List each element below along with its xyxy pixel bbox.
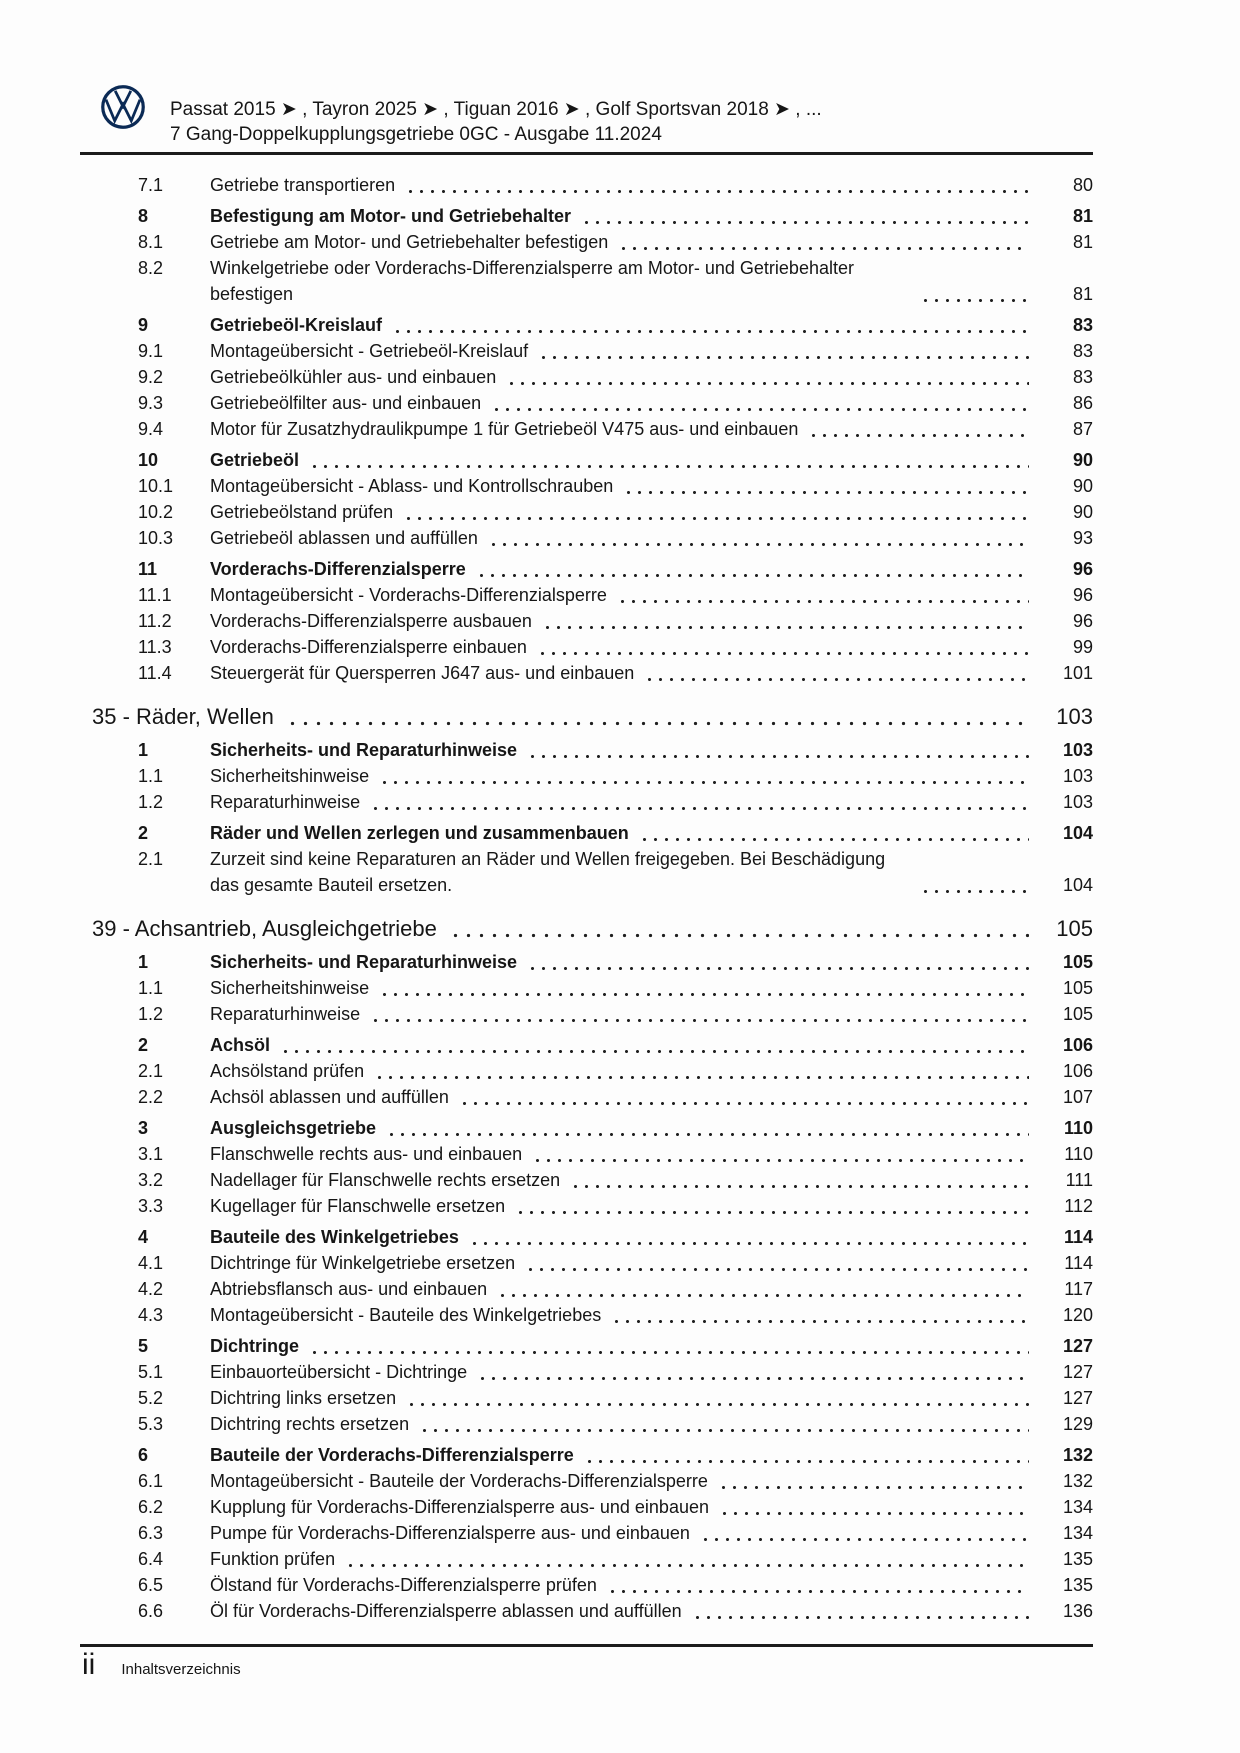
toc-entry-page-number: 80	[1072, 175, 1093, 195]
toc-entry-number: 9.4	[138, 419, 164, 439]
dot-leader	[309, 1333, 1029, 1359]
dot-leader	[719, 1494, 1029, 1520]
toc-entry-row	[80, 737, 1093, 763]
dot-leader	[392, 312, 1029, 338]
dot-leader	[379, 975, 1029, 1001]
toc-entry-row	[80, 255, 1093, 307]
toc-entry-page-number: 127	[1062, 1362, 1093, 1382]
toc-entry-title: Montageübersicht - Getriebeöl-Kreislauf	[210, 341, 529, 361]
toc-entry-row	[80, 634, 1093, 660]
dot-leader	[405, 172, 1029, 198]
toc-entry-title: Getriebeöl ablassen und auffüllen	[210, 528, 478, 548]
toc-entry-number: 2.1	[138, 849, 164, 869]
toc-entry-number: 9	[138, 315, 149, 335]
toc-entry-page-number: 103	[1062, 740, 1093, 760]
dot-leader	[623, 473, 1029, 499]
toc-entry-row	[80, 1572, 1093, 1598]
toc-entry-number: 1.2	[138, 792, 164, 812]
toc-entry-number: 10.3	[138, 528, 174, 548]
dot-leader	[639, 820, 1029, 846]
header-divider	[80, 152, 1093, 155]
toc-entry-row	[80, 820, 1093, 846]
toc-entry-page-number: 132	[1062, 1471, 1093, 1491]
dot-leader	[419, 1411, 1029, 1437]
toc-entry-title: Getriebeöl-Kreislauf	[210, 315, 383, 335]
toc-entry-row	[80, 608, 1093, 634]
dot-leader	[497, 1276, 1029, 1302]
toc-entry-number: 6	[138, 1445, 149, 1465]
toc-entry-title: Reparaturhinweise	[210, 792, 361, 812]
toc-entry-number: 5.1	[138, 1362, 164, 1382]
toc-entry-title: Montageübersicht - Bauteile des Winkelgetriebes	[210, 1305, 602, 1325]
dot-leader	[700, 1520, 1029, 1546]
dot-leader	[920, 281, 1029, 307]
toc-entry-title: Reparaturhinweise	[210, 1004, 361, 1024]
toc-entry-row	[80, 1058, 1093, 1084]
toc-entry-page-number: 127	[1062, 1388, 1093, 1408]
toc-entry-row	[80, 1167, 1093, 1193]
toc-entry-page-number: 132	[1062, 1445, 1093, 1465]
toc-entry-number: 6.3	[138, 1523, 164, 1543]
toc-entry-title: Dichtring links ersetzen	[210, 1388, 397, 1408]
toc-entry-row	[80, 1442, 1093, 1468]
toc-entry-number: 9.2	[138, 367, 164, 387]
toc-entry-title: Motor für Zusatzhydraulikpumpe 1 für Getriebeöl V475 aus- und einbauen	[210, 419, 799, 439]
toc-entry-title: Bauteile der Vorderachs-Differenzialsperre	[210, 1445, 574, 1465]
toc-entry-row	[80, 1385, 1093, 1411]
toc-entry-page-number: 106	[1062, 1061, 1093, 1081]
toc-entry-row	[80, 312, 1093, 338]
toc-entry-number: 10.1	[138, 476, 174, 496]
toc-entry-number: 11.4	[138, 663, 172, 683]
toc-entry-number: 7.1	[138, 175, 164, 195]
dot-leader	[692, 1598, 1029, 1624]
toc-entry-page-number: 110	[1064, 1144, 1093, 1164]
toc-entry-title: Getriebeölkühler aus- und einbauen	[210, 367, 497, 387]
toc-entry-page-number: 90	[1072, 476, 1093, 496]
dot-leader	[718, 1468, 1029, 1494]
toc-entry-page-number: 83	[1072, 315, 1093, 335]
dot-leader	[280, 1032, 1029, 1058]
toc-chapter-row	[80, 702, 1093, 732]
toc-entry-title: Befestigung am Motor- und Getriebehalter	[210, 206, 572, 226]
toc-entry-page-number: 101	[1062, 663, 1093, 683]
toc-entry-number: 2	[138, 1035, 149, 1055]
toc-entry-number: 2.2	[138, 1087, 164, 1107]
dot-leader	[532, 1141, 1029, 1167]
toc-entry-page-number: 86	[1072, 393, 1093, 413]
toc-entry-title: Ölstand für Vorderachs-Differenzialsperre prüfen	[210, 1575, 597, 1595]
toc-entry-title: Getriebeölstand prüfen	[210, 502, 394, 522]
toc-entry-title: Einbauorteübersicht - Dichtringe	[210, 1362, 468, 1382]
toc-entry-row	[80, 1598, 1093, 1624]
toc-entry-title: Getriebeölfilter aus- und einbauen	[210, 393, 482, 413]
toc-entry-title: Bauteile des Winkelgetriebes	[210, 1227, 459, 1247]
toc-entry-title: Getriebeöl	[210, 450, 300, 470]
header-subtitle-line: 7 Gang-Doppelkupplungsgetriebe 0GC - Ausgabe 11.2024	[170, 124, 662, 145]
toc-entry-number: 2.1	[138, 1061, 164, 1081]
toc-entry-page-number: 81	[1072, 206, 1093, 226]
toc-entry-page-number: 127	[1062, 1336, 1093, 1356]
footer-divider	[80, 1644, 1093, 1647]
toc-entry-title: Ausgleichsgetriebe	[210, 1118, 377, 1138]
toc-entry-number: 8.1	[138, 232, 164, 252]
toc-entry-title: Kupplung für Vorderachs-Differenzialsperre aus- und einbauen	[210, 1497, 709, 1517]
toc-entry-number: 4	[138, 1227, 149, 1247]
toc-entry-number: 1.1	[138, 978, 164, 998]
dot-leader	[538, 338, 1029, 364]
dot-leader	[584, 1442, 1029, 1468]
toc-entry-page-number: 81	[1072, 232, 1093, 252]
toc-entry-title: Montageübersicht - Bauteile der Vorderachs-Differenzialsperre	[210, 1471, 708, 1491]
toc-entry-row	[80, 1494, 1093, 1520]
toc-entry-row	[80, 556, 1093, 582]
toc-entry-row	[80, 949, 1093, 975]
toc-entry-row	[80, 1115, 1093, 1141]
toc-entry-page-number: 114	[1063, 1227, 1093, 1247]
toc-entry-row	[80, 1333, 1093, 1359]
toc-entry-page-number: 111	[1065, 1170, 1093, 1190]
toc-entry-number: 2	[138, 823, 149, 843]
toc-entry-page-number: 99	[1072, 637, 1093, 657]
toc-entry-title: Vorderachs-Differenzialsperre	[210, 559, 466, 579]
dot-leader	[370, 789, 1029, 815]
toc-entry-title: Montageübersicht - Vorderachs-Differenzialsperre	[210, 585, 607, 605]
dot-leader	[607, 1572, 1029, 1598]
toc-entry-page-number: 90	[1072, 450, 1093, 470]
toc-entry-title: Dichtringe	[210, 1336, 300, 1356]
toc-entry-row	[80, 1193, 1093, 1219]
toc-entry-number: 1.1	[138, 766, 164, 786]
toc-entry-number: 8.2	[138, 258, 164, 278]
toc-entry-row	[80, 390, 1093, 416]
dot-leader	[386, 1115, 1029, 1141]
dot-leader	[477, 1359, 1029, 1385]
toc-entry-number: 3.2	[138, 1170, 164, 1190]
toc-entry-row	[80, 1084, 1093, 1110]
toc-entry-title: Achsöl ablassen und auffüllen	[210, 1087, 449, 1107]
toc-entry-title: Montageübersicht - Ablass- und Kontrollschrauben	[210, 476, 614, 496]
dot-leader	[491, 390, 1029, 416]
dot-leader	[527, 737, 1029, 763]
dot-leader	[370, 1001, 1029, 1027]
toc-entry-title: Zurzeit sind keine Reparaturen an Räder und Wellen freigegeben. Bei Beschädigung das gesamte Bauteil ersetzen.	[210, 849, 886, 895]
toc-entry-page-number: 135	[1062, 1575, 1093, 1595]
toc-entry-title: Pumpe für Vorderachs-Differenzialsperre aus- und einbauen	[210, 1523, 690, 1543]
toc-entry-title: Dichtring rechts ersetzen	[210, 1414, 410, 1434]
toc-entry-number: 5.2	[138, 1388, 164, 1408]
toc-entry-title: Kugellager für Flanschwelle ersetzen	[210, 1196, 506, 1216]
footer-page-number: ii	[82, 1648, 96, 1681]
toc-entry-number: 6.6	[138, 1601, 164, 1621]
toc-entry-number: 3	[138, 1118, 149, 1138]
dot-leader	[618, 229, 1029, 255]
dot-leader	[449, 914, 1029, 944]
toc-chapter-page-number: 105	[1056, 916, 1093, 941]
toc-entry-page-number: 93	[1072, 528, 1093, 548]
toc-entry-number: 3.1	[138, 1144, 164, 1164]
dot-leader	[581, 203, 1029, 229]
toc-entry-number: 3.3	[138, 1196, 164, 1216]
dot-leader	[379, 763, 1029, 789]
toc-entry-page-number: 136	[1062, 1601, 1093, 1621]
toc-entry-page-number: 110	[1063, 1118, 1093, 1138]
toc-entry-row	[80, 447, 1093, 473]
dot-leader	[286, 702, 1029, 732]
toc-entry-page-number: 90	[1072, 502, 1093, 522]
toc-entry-number: 5.3	[138, 1414, 164, 1434]
toc-entry-page-number: 83	[1072, 341, 1093, 361]
toc	[80, 172, 1093, 1624]
toc-entry-title: Getriebe transportieren	[210, 175, 396, 195]
header-models-line: Passat 2015 ➤ , Tayron 2025 ➤ , Tiguan 2016 ➤ , Golf Sportsvan 2018 ➤ , ...	[170, 99, 822, 120]
toc-entry-row	[80, 338, 1093, 364]
toc-entry-number: 6.4	[138, 1549, 164, 1569]
toc-entry-title: Winkelgetriebe oder Vorderachs-Differenzialsperre am Motor- und Getriebehalter befestigen	[210, 258, 854, 304]
toc-chapter-title: 35 - Räder, Wellen	[92, 704, 274, 729]
toc-entry-number: 1	[138, 740, 149, 760]
toc-entry-page-number: 83	[1072, 367, 1093, 387]
toc-chapter-page-number: 103	[1056, 704, 1093, 729]
dot-leader	[542, 608, 1029, 634]
toc-entry-number: 5	[138, 1336, 149, 1356]
toc-entry-row	[80, 1250, 1093, 1276]
toc-entry-title: Vorderachs-Differenzialsperre ausbauen	[210, 611, 532, 631]
footer	[82, 1650, 241, 1680]
dot-leader	[570, 1167, 1029, 1193]
toc-entry-row	[80, 1302, 1093, 1328]
toc-entry-page-number: 114	[1064, 1253, 1093, 1273]
toc-entry-number: 8	[138, 206, 149, 226]
toc-entry-number: 9.3	[138, 393, 164, 413]
toc-entry-row	[80, 1141, 1093, 1167]
dot-leader	[506, 364, 1029, 390]
toc-entry-row	[80, 203, 1093, 229]
toc-entry-page-number: 112	[1064, 1196, 1093, 1216]
toc-entry-page-number: 105	[1062, 952, 1093, 972]
dot-leader	[808, 416, 1029, 442]
toc-entry-row	[80, 582, 1093, 608]
toc-entry-number: 1	[138, 952, 149, 972]
toc-entry-page-number: 107	[1062, 1087, 1093, 1107]
toc-entry-number: 11.3	[138, 637, 172, 657]
toc-entry-number: 6.2	[138, 1497, 164, 1517]
dot-leader	[476, 556, 1029, 582]
toc-entry-title: Sicherheits- und Reparaturhinweise	[210, 952, 518, 972]
dot-leader	[488, 525, 1029, 551]
toc-entry-row	[80, 172, 1093, 198]
dot-leader	[515, 1193, 1029, 1219]
toc-entry-page-number: 87	[1072, 419, 1093, 439]
toc-entry-title: Achsöl	[210, 1035, 271, 1055]
dot-leader	[345, 1546, 1029, 1572]
toc-entry-row	[80, 416, 1093, 442]
toc-entry-page-number: 103	[1062, 792, 1093, 812]
toc-entry-title: Räder und Wellen zerlegen und zusammenbauen	[210, 823, 629, 843]
toc-chapter-row	[80, 914, 1093, 944]
toc-entry-row	[80, 1411, 1093, 1437]
toc-entry-row	[80, 525, 1093, 551]
dot-leader	[611, 1302, 1029, 1328]
toc-entry-number: 10	[138, 450, 159, 470]
toc-entry-row	[80, 364, 1093, 390]
toc-entry-number: 6.5	[138, 1575, 164, 1595]
toc-entry-row	[80, 763, 1093, 789]
toc-entry-number: 4.2	[138, 1279, 164, 1299]
toc-entry-page-number: 104	[1062, 823, 1093, 843]
toc-entry-title: Öl für Vorderachs-Differenzialsperre ablassen und auffüllen	[210, 1601, 682, 1621]
toc-entry-page-number: 96	[1072, 559, 1093, 579]
toc-entry-title: Sicherheitshinweise	[210, 766, 370, 786]
dot-leader	[920, 872, 1029, 898]
dot-leader	[527, 949, 1029, 975]
toc-entry-page-number: 106	[1062, 1035, 1093, 1055]
toc-entry-number: 1.2	[138, 1004, 164, 1024]
toc-entry-number: 6.1	[138, 1471, 164, 1491]
dot-leader	[374, 1058, 1029, 1084]
dot-leader	[525, 1250, 1029, 1276]
toc-entry-page-number: 96	[1072, 585, 1093, 605]
toc-entry-number: 11	[138, 559, 158, 579]
toc-entry-page-number: 103	[1062, 766, 1093, 786]
toc-entry-page-number: 129	[1062, 1414, 1093, 1434]
toc-entry-number: 11.1	[138, 585, 172, 605]
toc-entry-row	[80, 1276, 1093, 1302]
toc-entry-number: 4.1	[138, 1253, 164, 1273]
header	[170, 97, 822, 147]
toc-entry-page-number: 105	[1062, 1004, 1093, 1024]
toc-entry-row	[80, 1520, 1093, 1546]
toc-entry-title: Sicherheitshinweise	[210, 978, 370, 998]
toc-entry-title: Funktion prüfen	[210, 1549, 336, 1569]
toc-chapter-title: 39 - Achsantrieb, Ausgleichgetriebe	[92, 916, 437, 941]
toc-entry-page-number: 81	[1072, 284, 1093, 304]
dot-leader	[459, 1084, 1029, 1110]
toc-entry-title: Dichtringe für Winkelgetriebe ersetzen	[210, 1253, 516, 1273]
toc-entry-title: Sicherheits- und Reparaturhinweise	[210, 740, 518, 760]
toc-entry-number: 10.2	[138, 502, 174, 522]
vw-logo-icon	[100, 84, 146, 130]
toc-entry-title: Steuergerät für Quersperren J647 aus- und einbauen	[210, 663, 635, 683]
footer-section-label: Inhaltsverzeichnis	[121, 1661, 241, 1678]
toc-entry-row	[80, 499, 1093, 525]
toc-entry-title: Achsölstand prüfen	[210, 1061, 365, 1081]
dot-leader	[537, 634, 1029, 660]
toc-entry-title: Vorderachs-Differenzialsperre einbauen	[210, 637, 527, 657]
toc-entry-row	[80, 846, 1093, 898]
toc-entry-row	[80, 229, 1093, 255]
toc-entry-page-number: 135	[1062, 1549, 1093, 1569]
toc-entry-row	[80, 975, 1093, 1001]
toc-entry-page-number: 96	[1072, 611, 1093, 631]
toc-entry-page-number: 117	[1064, 1279, 1093, 1299]
toc-entry-title: Nadellager für Flanschwelle rechts ersetzen	[210, 1170, 561, 1190]
toc-entry-title: Getriebe am Motor- und Getriebehalter befestigen	[210, 232, 609, 252]
toc-entry-row	[80, 473, 1093, 499]
toc-entry-page-number: 104	[1062, 875, 1093, 895]
toc-entry-row	[80, 1468, 1093, 1494]
toc-entry-page-number: 134	[1062, 1523, 1093, 1543]
dot-leader	[617, 582, 1029, 608]
toc-entry-title: Abtriebsflansch aus- und einbauen	[210, 1279, 488, 1299]
toc-entry-number: 4.3	[138, 1305, 164, 1325]
toc-entry-row	[80, 1546, 1093, 1572]
toc-entry-number: 11.2	[138, 611, 172, 631]
toc-entry-number: 9.1	[138, 341, 164, 361]
toc-entry-title: Flanschwelle rechts aus- und einbauen	[210, 1144, 523, 1164]
toc-entry-row	[80, 1032, 1093, 1058]
toc-entry-row	[80, 789, 1093, 815]
dot-leader	[469, 1224, 1029, 1250]
toc-entry-page-number: 134	[1062, 1497, 1093, 1517]
toc-entry-row	[80, 1224, 1093, 1250]
dot-leader	[309, 447, 1029, 473]
dot-leader	[406, 1385, 1029, 1411]
toc-entry-row	[80, 660, 1093, 686]
toc-entry-row	[80, 1001, 1093, 1027]
dot-leader	[644, 660, 1029, 686]
toc-entry-page-number: 120	[1062, 1305, 1093, 1325]
toc-entry-row	[80, 1359, 1093, 1385]
toc-entry-page-number: 105	[1062, 978, 1093, 998]
dot-leader	[403, 499, 1029, 525]
